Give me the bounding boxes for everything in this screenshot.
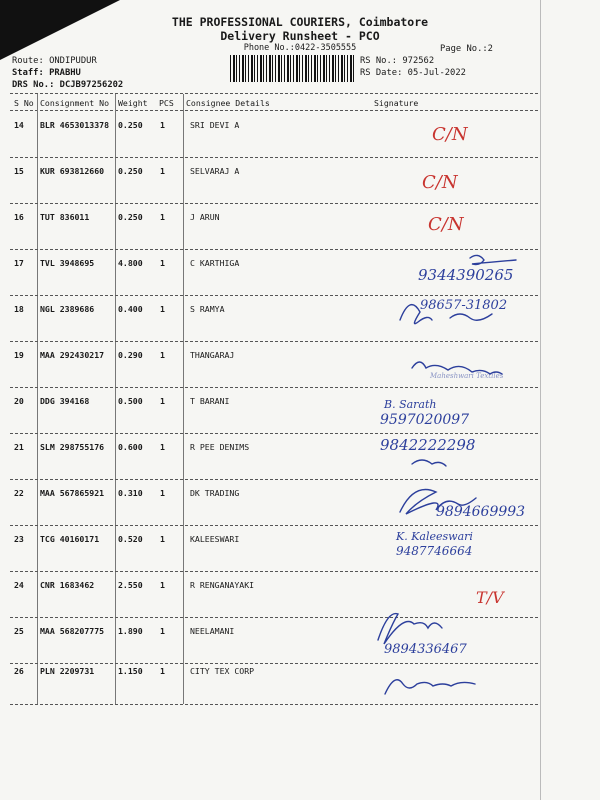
row-sno: 19 — [14, 350, 24, 360]
row-consignee: SRI DEVI A — [190, 120, 240, 130]
row-weight: 2.550 — [118, 580, 143, 590]
signature-scribble-25 — [378, 614, 442, 644]
row-consignment: TVL 3948695 — [40, 258, 95, 268]
row-pcs: 1 — [160, 626, 165, 636]
row-sno: 21 — [14, 442, 24, 452]
row-consignee: C KARTHIGA — [190, 258, 240, 268]
row-consignment: PLN 2209731 — [40, 666, 95, 676]
row-signature: 98657-31802 — [420, 298, 508, 313]
row-weight: 0.290 — [118, 350, 143, 360]
col-consignee: Consignee Details — [186, 98, 270, 108]
row-weight: 0.500 — [118, 396, 143, 406]
row-signature: 9487746664 — [396, 544, 473, 558]
row-consignment: BLR 4653013378 — [40, 120, 110, 130]
row-signature: 9344390265 — [418, 266, 514, 284]
row-consignee: T BARANI — [190, 396, 230, 406]
signature-scribble-19 — [412, 362, 502, 374]
row-signature: 9894669993 — [436, 504, 526, 520]
signer-name: B. Sarath — [384, 398, 437, 411]
row-consignee: THANGARAJ — [190, 350, 235, 360]
row-pcs: 1 — [160, 350, 165, 360]
row-consignee: CITY TEX CORP — [190, 666, 255, 676]
row-signature: 9842222298 — [380, 436, 476, 454]
row-pcs: 1 — [160, 212, 165, 222]
row-weight: 1.890 — [118, 626, 143, 636]
row-signature: C/N — [422, 172, 458, 193]
row-pcs: 1 — [160, 304, 165, 314]
row-sno: 23 — [14, 534, 24, 544]
row-pcs: 1 — [160, 166, 165, 176]
row-weight: 0.250 — [118, 120, 143, 130]
row-weight: 0.310 — [118, 488, 143, 498]
row-sno: 17 — [14, 258, 24, 268]
row-consignment: DDG 394168 — [40, 396, 90, 406]
row-sno: 26 — [14, 666, 24, 676]
staff-label: Staff: PRABHU — [12, 68, 81, 78]
row-sno: 18 — [14, 304, 24, 314]
phone-number: Phone No.:0422-3505555 — [243, 43, 357, 53]
row-signature: C/N — [432, 124, 468, 145]
company-title: THE PROFESSIONAL COURIERS, Coimbatore — [171, 15, 429, 29]
row-pcs: 1 — [160, 580, 165, 590]
row-pcs: 1 — [160, 442, 165, 452]
rs-date: RS Date: 05-Jul-2022 — [360, 68, 466, 78]
col-pcs: PCS — [159, 98, 174, 108]
row-weight: 1.150 — [118, 666, 143, 676]
signature-scribble-17 — [470, 255, 516, 264]
row-pcs: 1 — [160, 488, 165, 498]
row-consignee: R RENGANAYAKI — [190, 580, 255, 590]
runsheet-title: Delivery Runsheet - PCO — [220, 29, 380, 43]
row-consignment: MAA 292430217 — [40, 350, 105, 360]
col-weight: Weight — [118, 98, 148, 108]
row-consignee: SELVARAJ A — [190, 166, 240, 176]
row-weight: 0.600 — [118, 442, 143, 452]
row-sno: 20 — [14, 396, 24, 406]
col-consignment: Consignment No — [40, 98, 110, 108]
row-sno: 22 — [14, 488, 24, 498]
row-sno: 25 — [14, 626, 24, 636]
page-number: Page No.:2 — [440, 44, 493, 54]
row-sno: 15 — [14, 166, 24, 176]
row-signature: C/N — [428, 214, 464, 235]
col-sno: S No — [14, 98, 34, 108]
signature-scribble-18b — [450, 314, 492, 320]
signer-name: K. Kaleeswari — [396, 530, 473, 543]
row-consignment: NGL 2389686 — [40, 304, 95, 314]
row-consignee: KALEESWARI — [190, 534, 240, 544]
row-signature: 9597020097 — [380, 412, 470, 428]
row-consignee: R PEE DENIMS — [190, 442, 250, 452]
row-consignment: MAA 568207775 — [40, 626, 105, 636]
signature-scribble-22 — [400, 490, 476, 515]
rs-number: RS No.: 972562 — [360, 56, 435, 66]
row-weight: 0.400 — [118, 304, 143, 314]
row-consignment: TUT 836011 — [40, 212, 90, 222]
row-consignee: DK TRADING — [190, 488, 240, 498]
row-pcs: 1 — [160, 666, 165, 676]
row-consignee: NEELAMANI — [190, 626, 235, 636]
row-consignee: S RAMYA — [190, 304, 225, 314]
shop-stamp: Maheshwari Textiles — [430, 372, 504, 380]
tv-mark: T/V — [476, 588, 504, 607]
row-sno: 24 — [14, 580, 24, 590]
signature-scribble-26 — [385, 680, 475, 694]
row-consignment: SLM 298755176 — [40, 442, 105, 452]
row-consignment: CNR 1683462 — [40, 580, 95, 590]
row-pcs: 1 — [160, 534, 165, 544]
col-signature: Signature — [374, 98, 419, 108]
row-pcs: 1 — [160, 396, 165, 406]
row-sno: 14 — [14, 120, 24, 130]
row-pcs: 1 — [160, 120, 165, 130]
route-label: Route: ONDIPUDUR — [12, 56, 97, 66]
row-weight: 0.250 — [118, 166, 143, 176]
row-consignment: MAA 567865921 — [40, 488, 105, 498]
row-signature: 9894336467 — [384, 642, 467, 657]
row-consignment: TCG 40160171 — [40, 534, 100, 544]
signature-scribble-21 — [412, 460, 446, 466]
drs-label: DRS No.: DCJB97256202 — [12, 80, 124, 90]
row-weight: 0.520 — [118, 534, 143, 544]
row-consignee: J ARUN — [190, 212, 220, 222]
row-sno: 16 — [14, 212, 24, 222]
row-weight: 4.800 — [118, 258, 143, 268]
row-consignment: KUR 693812660 — [40, 166, 105, 176]
signature-scribble-18 — [400, 305, 432, 324]
row-weight: 0.250 — [118, 212, 143, 222]
row-pcs: 1 — [160, 258, 165, 268]
